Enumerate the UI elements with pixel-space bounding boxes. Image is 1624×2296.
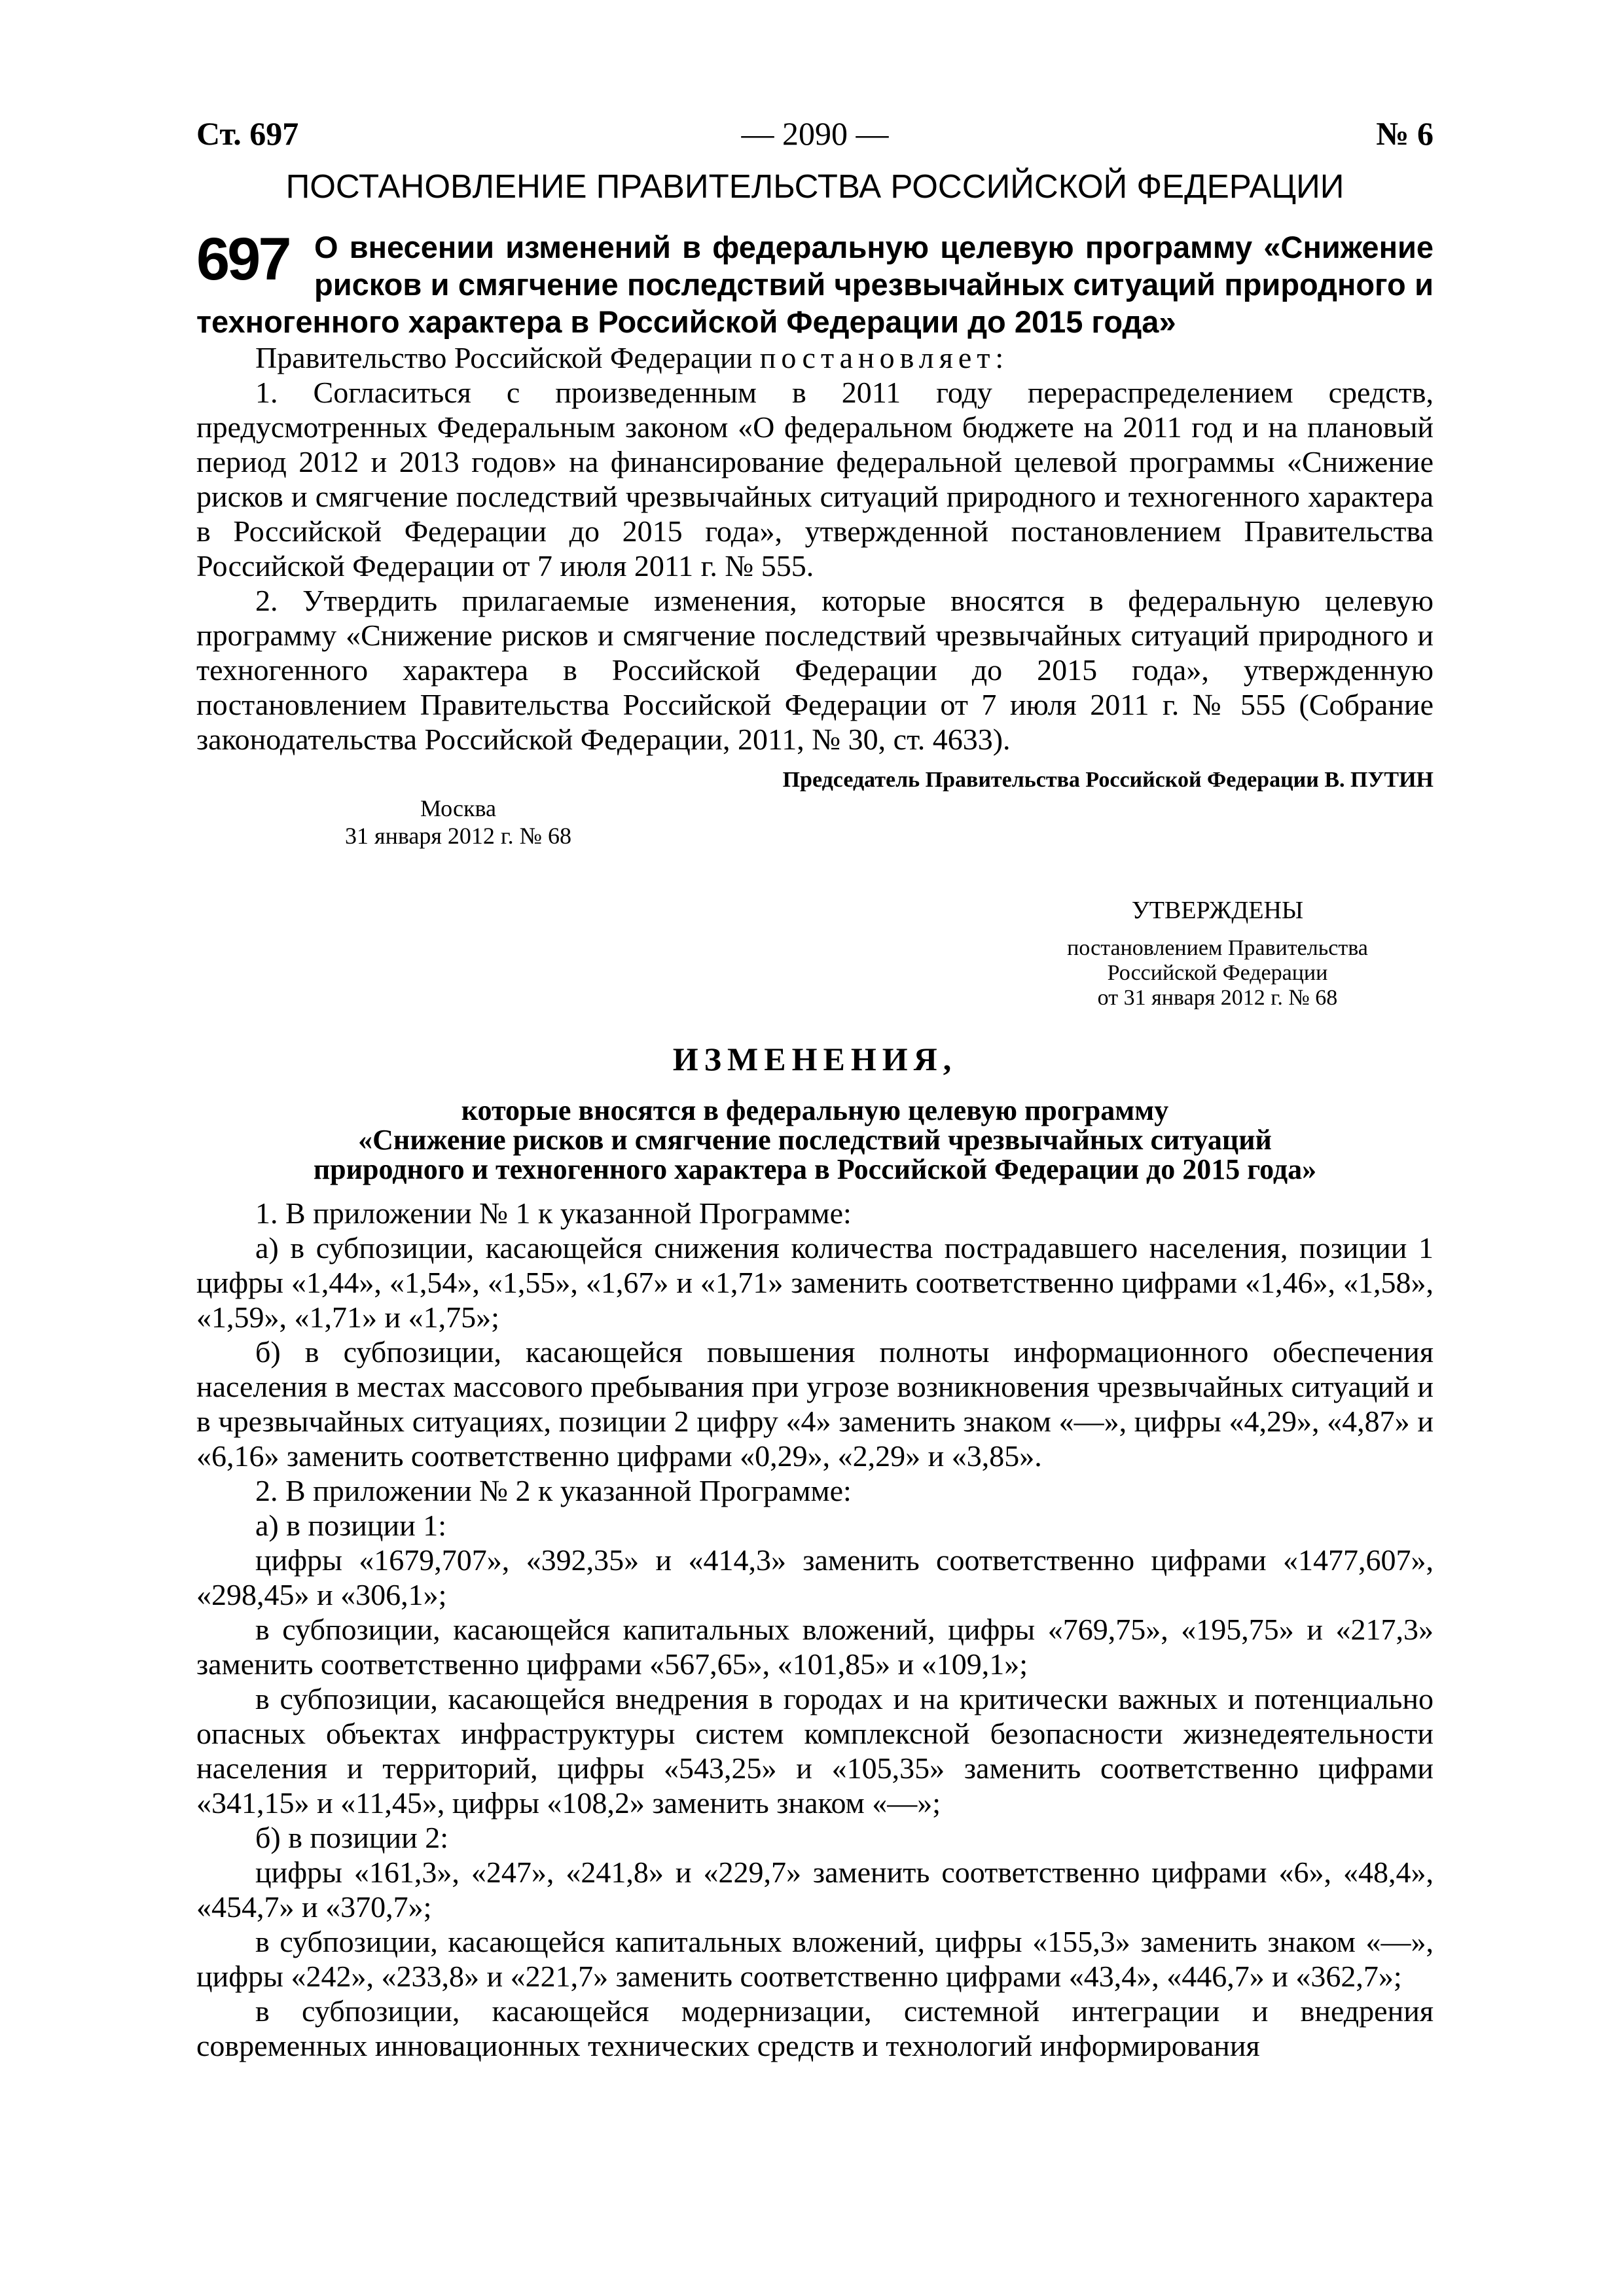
change-item: 2. В приложении № 2 к указанной Программе:	[255, 1474, 852, 1507]
preamble	[196, 340, 1434, 375]
change-item: в субпозиции, касающейся капитальных вложений, цифры «769,75», «195,75» и «217,3» заменить соответственно цифрами «567,65», «101,85» и «109,1»;	[196, 1613, 1434, 1681]
subtitle-line: «Снижение рисков и смягчение последствий чрезвычайных ситуаций	[358, 1124, 1272, 1156]
change-item: цифры «1679,707», «392,35» и «414,3» заменить соответственно цифрами «1477,607», «298,45» и «306,1»;	[196, 1543, 1434, 1611]
decree-title	[196, 228, 1434, 340]
change-item: а) в позиции 1:	[255, 1509, 446, 1542]
change-item: 1. В приложении № 1 к указанной Программе:	[255, 1196, 852, 1230]
change-item: в субпозиции, касающейся внедрения в городах и на критически важных и потенциально опасных объектах инфраструктуры систем комплексной безопасности жизнедеятельности населения и территорий, цифры «543,25» и «105,35» заменить соответственно цифрами «341,15» и «11,45», цифры «108,2» заменить знаком «—»;	[196, 1682, 1434, 1820]
preamble-verb: постановляет:	[759, 341, 1009, 374]
place-date	[275, 795, 641, 850]
change-item: б) в позиции 2:	[255, 1821, 448, 1854]
approval-line: от 31 января 2012 г. № 68	[1097, 986, 1338, 1010]
approval-line: Российской Федерации	[1107, 961, 1328, 985]
approval-block	[1001, 895, 1434, 1011]
city: Москва	[420, 795, 496, 821]
change-item: а) в субпозиции, касающейся снижения количества пострадавшего населения, позиции 1 цифры «1,44», «1,54», «1,55», «1,67» и «1,71» заменить соответственно цифрами «1,46», «1,58», «1,59», «1,71» и «1,75»;	[196, 1231, 1434, 1334]
changes-title: ИЗМЕНЕНИЯ,	[672, 1041, 958, 1077]
paragraph-1: 1. Согласиться с произведенным в 2011 году перераспределением средств, предусмотренных Федеральным законом «О федеральном бюджете на 2011 год и на плановый период 2012 и 2013 годов» на финансирование федеральной целевой программы «Снижение рисков и смягчение последствий чрезвычайных ситуаций природного и техногенного характера в Российской Федерации до 2015 года», утвержденной постановлением Правительства Российской Федерации от 7 июля 2011 г. № 555.	[196, 376, 1434, 583]
change-item: б) в субпозиции, касающейся повышения полноты информационного обеспечения населения в местах массового пребывания при угрозе возникновения чрезвычайных ситуаций и в чрезвычайных ситуациях, позиции 2 цифру «4» заменить знаком «—», цифры «4,29», «4,87» и «6,16» заменить соответственно цифрами «0,29», «2,29» и «3,85».	[196, 1335, 1434, 1473]
issue-number: № 6	[1376, 115, 1434, 152]
change-item: в субпозиции, касающейся капитальных вложений, цифры «155,3» заменить знаком «—», цифры «242», «233,8» и «221,7» заменить соответственно цифрами «43,4», «446,7» и «362,7»;	[196, 1925, 1434, 1993]
running-header	[196, 115, 1434, 160]
change-item: цифры «161,3», «247», «241,8» и «229,7» заменить соответственно цифрами «6», «48,4», «454,7» и «370,7»;	[196, 1856, 1434, 1924]
page-number: — 2090 —	[741, 115, 889, 152]
preamble-subject: Правительство Российской Федерации	[255, 341, 753, 374]
changes-subtitle	[196, 1096, 1434, 1184]
decree-type: ПОСТАНОВЛЕНИЕ ПРАВИТЕЛЬСТВА РОССИЙСКОЙ ФЕДЕРАЦИИ	[285, 168, 1344, 205]
change-item: в субпозиции, касающейся модернизации, системной интеграции и внедрения современных инновационных технических средств и технологий информирования	[196, 1994, 1434, 2062]
title-text: О внесении изменений в федеральную целевую программу «Снижение рисков и смягчение последствий чрезвычайных ситуаций природного и техногенного характера в Российской Федерации до 2015 года»	[196, 230, 1434, 339]
subtitle-line: природного и техногенного характера в Российской Федерации до 2015 года»	[313, 1153, 1317, 1185]
document-page	[196, 115, 1434, 2229]
approval-details	[1001, 936, 1434, 1011]
article-ref: Ст. 697	[196, 115, 299, 152]
decree-date: 31 января 2012 г. № 68	[345, 823, 571, 849]
approval-line: постановлением Правительства	[1067, 936, 1368, 960]
approval-title: УТВЕРЖДЕНЫ	[1131, 897, 1304, 924]
signature: Председатель Правительства Российской Федерации В. ПУТИН	[782, 768, 1434, 792]
article-number: 697	[196, 226, 289, 293]
changes-list	[196, 1196, 1434, 2063]
subtitle-line: которые вносятся в федеральную целевую программу	[461, 1094, 1169, 1126]
paragraph-2: 2. Утвердить прилагаемые изменения, которые вносятся в федеральную целевую программу «Снижение рисков и смягчение последствий чрезвычайных ситуаций природного и техногенного характера в Российской Федерации до 2015 года», утвержденную постановлением Правительства Российской Федерации от 7 июля 2011 г. № 555 (Собрание законодательства Российской Федерации, 2011, № 30, ст. 4633).	[196, 584, 1434, 756]
